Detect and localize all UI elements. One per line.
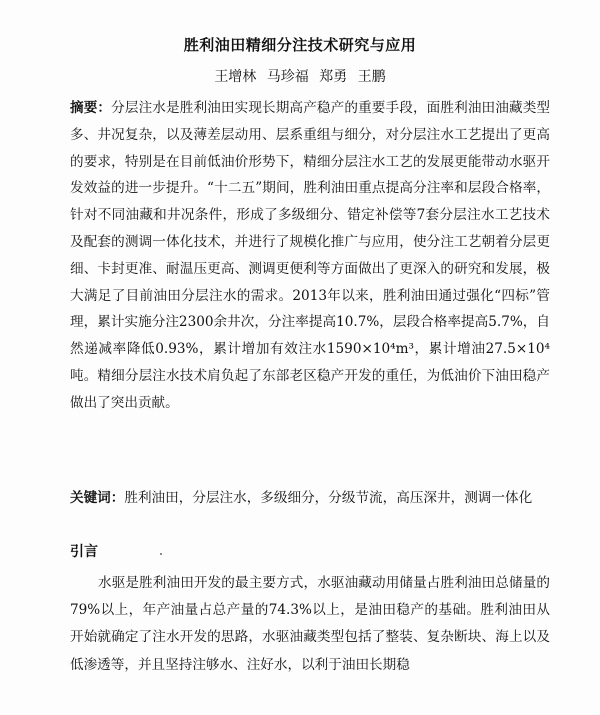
abstract-text: 分层注水是胜利油田实现长期高产稳产的重要手段，面胜利油田油藏类型多、井况复杂，以及薄差层动用、层系重组与细分，对分层注水工艺提出了更高的要求，特别是在目前低油价形势下，精细分层注水工艺的发展更能带动水驱开发效益的进一步提升。“十二五”期间，胜利油田重点提高分注率和层段合格率，针对不同油藏和井况条件，形成了多级细分、错定补偿等7套分层注水工艺技术及配套的测调一体化技术，并进行了规模化推广与应用，使分注工艺朝着分层更细、卡封更准、耐温压更高、测调更便利等方面做出了更深入的研究和发展，极大满足了目前油田分层注水的需求。2013年以来，胜利油田通过强化“四标”管理，累计实施分注2300余井次，分注率提高10.7%，层段合格率提高5.7%，自然递减率降低0.93%，累计增加有效注水1590×10⁴m³，累计增油27.5×10⁴吨。精细分层注水技术肩负起了东部老区稳产开发的重任，为低油价下油田稳产做出了突出贡献。 bbox=[70, 100, 551, 411]
scan-speck bbox=[160, 553, 162, 555]
intro-heading: 引言 bbox=[70, 544, 98, 560]
abstract-label: 摘要： bbox=[70, 100, 112, 116]
keywords-text: 胜利油田，分层注水，多级细分，分级节流，高压深井，测调一体化 bbox=[124, 490, 533, 506]
paper-title: 胜利油田精细分注技术研究与应用 bbox=[183, 36, 417, 54]
paper-authors: 王增林 马珍福 郑勇 王鹏 bbox=[214, 69, 386, 85]
keywords-paragraph bbox=[70, 485, 550, 512]
intro-paragraph: 水驱是胜利油田开发的最主要方式，水驱油藏动用储量占胜利油田总储量的79%以上，年产油量占总产量的74.3%以上，是油田稳产的基础。胜利油田从开始就确定了注水开发的思路，水驱油藏类型包括了整装、复杂断块、海上以及低渗透等，并且坚持注够水、注好水，以利于油田长期稳 bbox=[70, 575, 550, 673]
abstract-paragraph bbox=[70, 95, 550, 417]
keywords-label: 关键词： bbox=[70, 490, 125, 506]
